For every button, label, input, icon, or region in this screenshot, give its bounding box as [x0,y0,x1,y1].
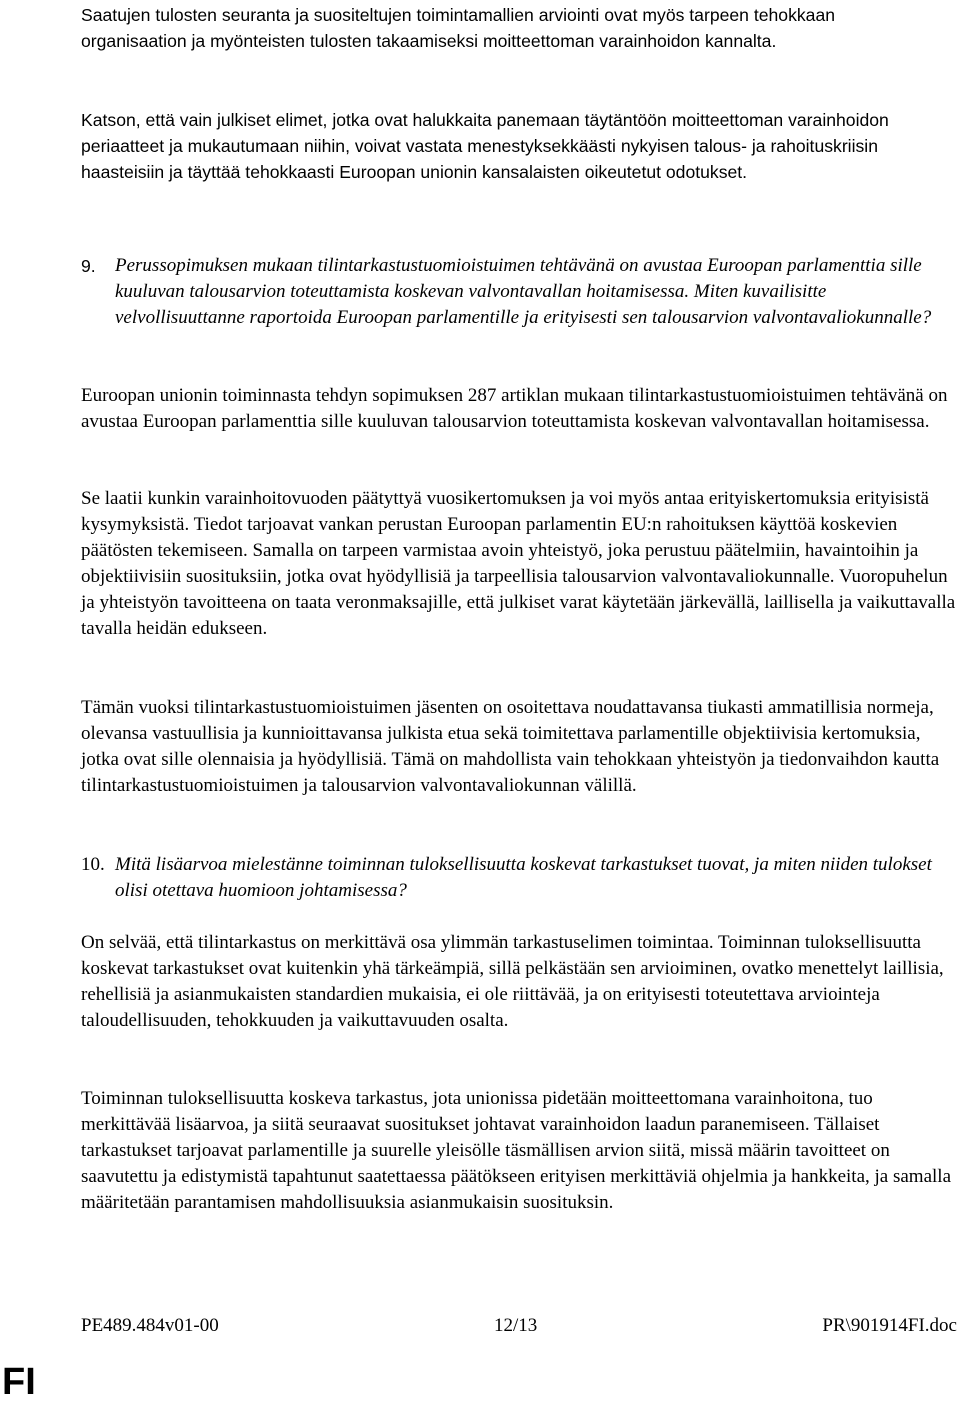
page-footer [81,1313,957,1339]
footer-doc-ref: PE489.484v01-00 [81,1315,219,1336]
paragraph-follow-up: Saatujen tulosten seuranta ja suositeltujen toimintamallien arviointi ovat myös tarpeen tehokkaan organisaation ja myönteisten tulosten takaamiseksi moitteettoman varainhoidon kannalta. [81,5,836,51]
question-9 [81,253,957,331]
answer-9-paragraph-1: Euroopan unionin toiminnasta tehdyn sopimuksen 287 artiklan mukaan tilintarkastustuomioistuimen tehtävänä on avustaa Euroopan parlamenttia sille kuuluvan talousarvion toteuttamista koskevan valvontavallan hoitamisessa. [81,385,948,432]
language-code: FI [2,1361,36,1403]
question-9-text: Perussopimuksen mukaan tilintarkastustuomioistuimen tehtävänä on avustaa Euroopan parlamenttia sille kuuluvan talousarvion toteuttamista koskevan valvontavallan hoitamisessa. Miten kuvailisitte velvollisuuttanne raportoida Euroopan parlamentille ja erityisesti sen talousarvion valvontavaliokunnalle? [115,255,932,328]
answer-9-paragraph-3: Tämän vuoksi tilintarkastustuomioistuimen jäsenten on osoitettava noudattavansa tiukasti ammatillisia normeja, olevansa vastuullisia ja kunnioittavansa julkista etua sekä toimitettava parlamentille objektiivisia kertomuksia, jotka ovat sille olennaisia ja hyödyllisiä. Tämä on mahdollista vain tehokkaan yhteistyön ja tiedonvaihdon kautta tilintarkastustuomioistuimen ja talousarvion valvontavaliokunnan välillä. [81,697,940,796]
question-10-number: 10. [81,854,105,875]
answer-10-paragraph-1: On selvää, että tilintarkastus on merkittävä osa ylimmän tarkastuselimen toimintaa. Toiminnan tuloksellisuutta koskevat tarkastukset ovat kuitenkin yhä tärkeämpiä, sillä pelkästään sen arvioiminen, ovatko menettelyt laillisia, rehellisiä ja asianmukaisten standardien mukaisia, ei ole riittävää, ja on erityisesti toteutettava arviointeja taloudellisuuden, tehokkuuden ja vaikuttavuuden osalta. [81,932,944,1031]
footer-file-name: PR\901914FI.doc [822,1315,957,1336]
footer-page-number: 12/13 [494,1315,538,1336]
question-10-text: Mitä lisäarvoa mielestänne toiminnan tuloksellisuutta koskevat tarkastukset tuovat, ja miten niiden tulokset olisi otettava huomioon johtamisessa? [115,854,932,901]
question-10 [81,852,957,904]
question-9-number: 9. [81,256,96,276]
answer-9-paragraph-2: Se laatii kunkin varainhoitovuoden päätyttyä vuosikertomuksen ja voi myös antaa erityiskertomuksia erityisistä kysymyksistä. Tiedot tarjoavat vankan perustan Euroopan parlamentin EU:n rahoituksen käyttöä koskevien päätösten tekemiseen. Samalla on tarpeen varmistaa avoin yhteistyö, joka perustuu päätelmiin, havaintoihin ja objektiivisiin suosituksiin, jotka ovat hyödyllisiä ja tarpeellisia talousarvion valvontavaliokunnalle. Vuoropuhelun ja yhteistyön tavoitteena on taata veronmaksajille, että julkiset varat käytetään järkevällä, laillisella ja vaikuttavalla tavalla heidän edukseen. [81,488,956,639]
paragraph-public-bodies: Katson, että vain julkiset elimet, jotka ovat halukkaita panemaan täytäntöön moitteettoman varainhoidon periaatteet ja mukautumaan niihin, voivat vastata menestyksekkäästi nykyisen talous- ja rahoituskriisin haasteisiin ja täyttää tehokkaasti Euroopan unionin kansalaisten oikeutetut odotukset. [81,110,889,182]
answer-10-paragraph-2: Toiminnan tuloksellisuutta koskeva tarkastus, jota unionissa pidetään moitteettomana varainhoitona, tuo merkittävää lisäarvoa, ja siitä seuraavat suositukset johtavat varainhoidon laadun paranemiseen. Tällaiset tarkastukset tarjoavat parlamentille ja suurelle yleisölle täsmällisen arvion siitä, missä määrin tavoitteet on saavutettu ja edistymistä tapahtunut saatettaessa päätökseen erityisen merkittäviä ohjelmia ja hankkeita, ja samalla määritetään parantamisen mahdollisuuksia asianmukaisin suosituksin. [81,1088,952,1213]
